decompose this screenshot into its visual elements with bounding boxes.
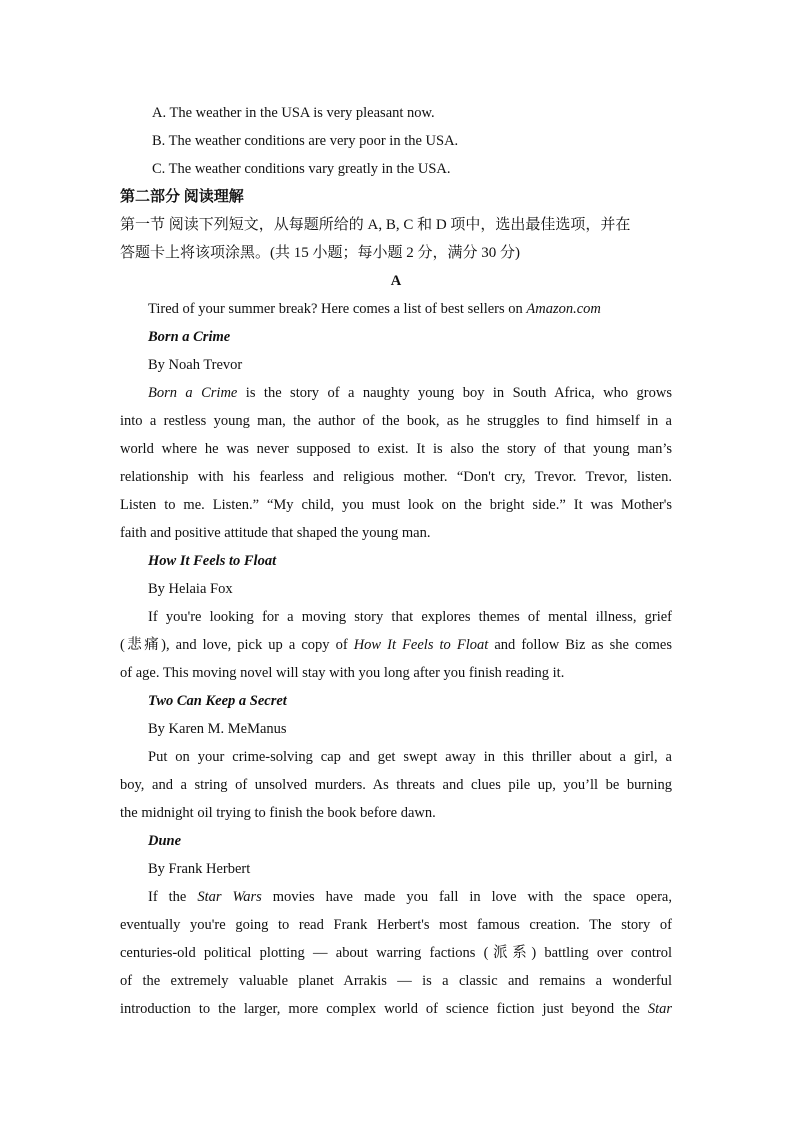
section-instruction-line-2: 答题卡上将该项涂黑。(共 15 小题；每小题 2 分，满分 30 分) [120,245,520,261]
book-description-line: If the Star Wars movies have made you fall in love with the space opera, [148,889,672,905]
intro-text: Tired of your summer break? Here comes a list of best sellers on [148,301,527,317]
book-author: By Noah Trevor [148,357,243,373]
part-title: 第二部分 阅读理解 [120,189,244,205]
option-a: A. The weather in the USA is very pleasant now. [152,105,435,121]
book-description-line: boy, and a string of unsolved murders. As threats and clues pile up, you’ll be burning [120,777,672,793]
document-page [120,99,672,1023]
book-description-line: introduction to the larger, more complex world of science fiction just beyond the Star [120,1001,672,1017]
book-title: Dune [148,833,182,849]
book-description-line: Put on your crime-solving cap and get swept away in this thriller about a girl, a [148,749,672,765]
book-description-line: faith and positive attitude that shaped the young man. [120,525,431,541]
option-c: C. The weather conditions vary greatly in the USA. [152,161,451,177]
intro-paragraph [120,295,672,323]
book-author: By Frank Herbert [148,861,251,877]
book-description-line: into a restless young man, the author of the book, as he struggles to find himself in a [120,413,672,429]
book-description-line: relationship with his fearless and religious mother. “Don't cry, Trevor. Trevor, listen. [120,469,672,485]
book-description-line: of the extremely valuable planet Arrakis — is a classic and remains a wonderful [120,973,672,989]
book-description-line: If you're looking for a moving story that explores themes of mental illness, grief [148,609,672,625]
book-description-line: world where he was never supposed to exist. It is also the story of that young man’s [120,441,672,457]
passage-label: A [390,273,402,289]
book-author: By Karen M. MeManus [148,721,287,737]
inline-movie-title: Star [647,1001,672,1017]
intro-site: Amazon.com [526,301,601,317]
book-title: Two Can Keep a Secret [148,693,287,709]
book-title: How It Feels to Float [148,553,277,569]
inline-book-title: How It Feels to Float [353,637,489,653]
book-title: Born a Crime [148,329,231,345]
inline-movie-title: Star Wars [197,889,262,905]
book-description-line: of age. This moving novel will stay with you long after you finish reading it. [120,665,565,681]
book-description-line: (悲痛), and love, pick up a copy of How It Feels to Float and follow Biz as she comes [120,637,672,653]
book-description-line: Listen to me. Listen.” “My child, you must look on the bright side.” It was Mother's [120,497,672,513]
book-description-line: eventually you're going to read Frank Herbert's most famous creation. The story of [120,917,672,933]
inline-book-title: Born a Crime [148,385,238,401]
book-description-line: Born a Crime is the story of a naughty young boy in South Africa, who grows [148,385,672,401]
book-description-line: centuries-old political plotting — about warring factions (派系) battling over control [120,945,672,961]
option-b: B. The weather conditions are very poor in the USA. [152,133,459,149]
book-author: By Helaia Fox [148,581,233,597]
book-description-line: the midnight oil trying to finish the book before dawn. [120,805,436,821]
section-instruction-line-1: 第一节 阅读下列短文，从每题所给的 A, B, C 和 D 项中，选出最佳选项，并在 [120,217,631,233]
